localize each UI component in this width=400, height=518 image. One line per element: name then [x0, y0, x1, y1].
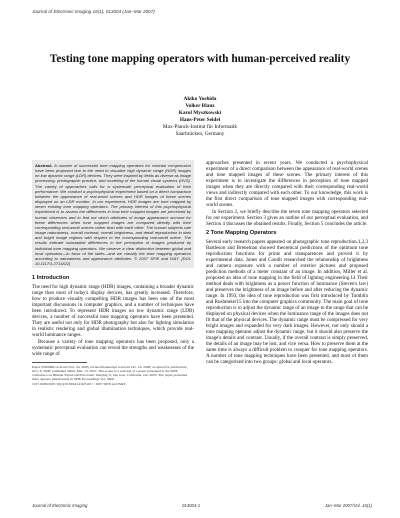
- abstract-text: A number of successful tone mapping operators for contrast compression have been proposed due to the need to visualize high dynamic range (HDR) images on low dynamic range (LDR) devices. They were inspired by fields as diverse as image processing, photographic practice, and modeling of the human visual systems (HVS). The variety of approaches calls for a systematic perceptual evaluation of their performance. We conduct a psychophysical experiment based on a direct comparison between the appearance of real-world scenes and HDR images of these scenes displayed on an LDR monitor. In our experiment, HDR images are tone mapped by seven existing tone mapping operators. The primary interest of this psychophysical experiment is to assess the differences in how tone mapped images are perceived by human observers and to find out which attributes of image appearance account for these differences when tone mapped images are compared directly with their corresponding real-world scenes rather than with each other. The human subjects rate image naturalness, overall contrast, overall brightness, and detail reproduction in dark and bright image regions with respect to the corresponding real-world scene. The results indicate substantial differences in the perception of images produced by individual tone mapping operators. We observe a clear distinction between global and local operators—in favor of the latter—and we classify the tone mapping operators according to naturalness and appearance attributes.: [35, 163, 191, 261]
- running-header: Journal of Electronic Imaging 16(1), 013004 (Jan–Mar 2007): [32, 9, 155, 14]
- author-name: Hans-Peter Seidel: [179, 116, 221, 123]
- author-block: [0, 96, 400, 137]
- footer-journal: Journal of Electronic Imaging: [32, 503, 88, 508]
- author-name: Karol Myszkowski: [178, 109, 222, 116]
- page-number: 013004-1: [182, 503, 201, 508]
- abstract-label: Abstract.: [35, 163, 53, 168]
- footer-issue: Jan–Mar 2007/Vol. 16(1): [324, 503, 372, 508]
- abstract-copyright: © 2007 SPIE and IS&T.: [134, 255, 180, 261]
- abstract-doi: [DOI: 10.1117/1.2711822]: [35, 255, 191, 266]
- footnote-issn: 1017-9909/2007/16(1)/013004/14/$25.00 © 2007 SPIE and IS&T.: [32, 381, 127, 386]
- footnote: Paper 05209RR received Nov. 24, 2005; revised manuscript received Oct. 16, 2006; accepted for publication Nov. 8, 2006; published online Mar. 13, 2007. This paper is a revision of a paper presented at the SPIE conference on Human Vision and Electronic Imaging X, San Jose, California, Jan. 2005. The paper presented there appears (unrefereed) in SPIE Proceedings Vol. 5666.: [32, 364, 188, 382]
- institution-city: Saarbrücken, Germany: [175, 130, 225, 137]
- section-heading: 2 Tone Mapping Operators: [206, 230, 277, 237]
- body-paragraph: approaches presented in recent years. We conducted a psychophysical experiment of a direct comparison between the appearance of real-world scenes and tone mapped images of these scenes. The primary interest of this experiment is to investigate the differences in perception of tone mapped images when they are directly compared with their corresponding real-world views and indirectly compared with each other. To our knowledge, this work is the first direct comparison of tone mapped images with corresponding real-world scenes.: [206, 160, 368, 208]
- left-column: [32, 160, 194, 386]
- paper-title: Testing tone mapping operators with human-perceived reality: [49, 53, 351, 65]
- footnote-rule: [32, 362, 87, 363]
- author-name: Volker Blanz: [185, 102, 215, 109]
- abstract-box: [32, 160, 194, 268]
- body-paragraph: Because a variety of tone mapping operators has been proposed, only a systematic perceptual evaluation can reveal the strengths and weaknesses of the wide range of: [32, 338, 194, 357]
- author-name: Akiko Yoshida: [183, 96, 217, 102]
- body-paragraph: In Section 2, we briefly describe the seven tone mapping operators selected for our experiment. Section 3 gives an outline of our perceptual evaluation, and Section 4 discusses the obtained results. Finally, Section 5 concludes the article.: [206, 208, 368, 227]
- institution: Max-Planck-Institut für Informatik: [162, 123, 238, 130]
- body-paragraph: Several early research papers appeared on photographic tone reproduction.1,2,3 Bartleson and Breneman showed theoretical predictions of the optimum tone reproduction functions for prints and transparences and proved it by experimental data. Jones and Condit researched the relationship of brightness and camera exposure with a number of exterior pictures and proposed prediction methods of a meter constant of an image. In addition, Miller et al. proposed an idea of tone mapping in the field of lighting engineering.14 Their method deals with brightness as a power function of luminance (Steven's law) and preserves the brightness of an image before and after reducing the dynamic range. In 1993, the idea of tone reproduction was first introduced by Tumblin and Rushmeier15 into the computer graphics community. The main goal of tone reproduction is to adjust the dynamic range of an image to the range that can be displayed on physical devices when the luminance range of the images does not fit that of the physical devices. The dynamic range must be compressed for very bright images and expanded for very dark images. However, not only should a tone mapping operator adjust the dynamic range, but it should also preserve the image's details and contrast. Usually, if the overall contrast is simply preserved, the details of an image may be lost, and vice versa. How to preserve them at the same time is always a difficult problem to conquer for tone mapping operators. A number of tone mapping techniques have been presented, and most of them can be categorized into two groups: global and local operators.: [206, 239, 368, 365]
- right-column: [206, 161, 368, 366]
- section-heading: 1 Introduction: [32, 275, 70, 282]
- body-paragraph: The need for high dynamic range (HDR) images, containing a broader dynamic range than most of today's display devices, has greatly increased. Therefore, how to produce visually compelling HDR images has been one of the most important discussions in computer graphics, and a number of techniques have been introduced. To represent HDR images on low dynamic range (LDR) devices, a number of successful tone mapping operators have been presented. They are useful not only for HDR photography but also for lighting simulation in realistic rendering and global illumination techniques, which provide real-world luminance ranges.: [32, 284, 194, 338]
